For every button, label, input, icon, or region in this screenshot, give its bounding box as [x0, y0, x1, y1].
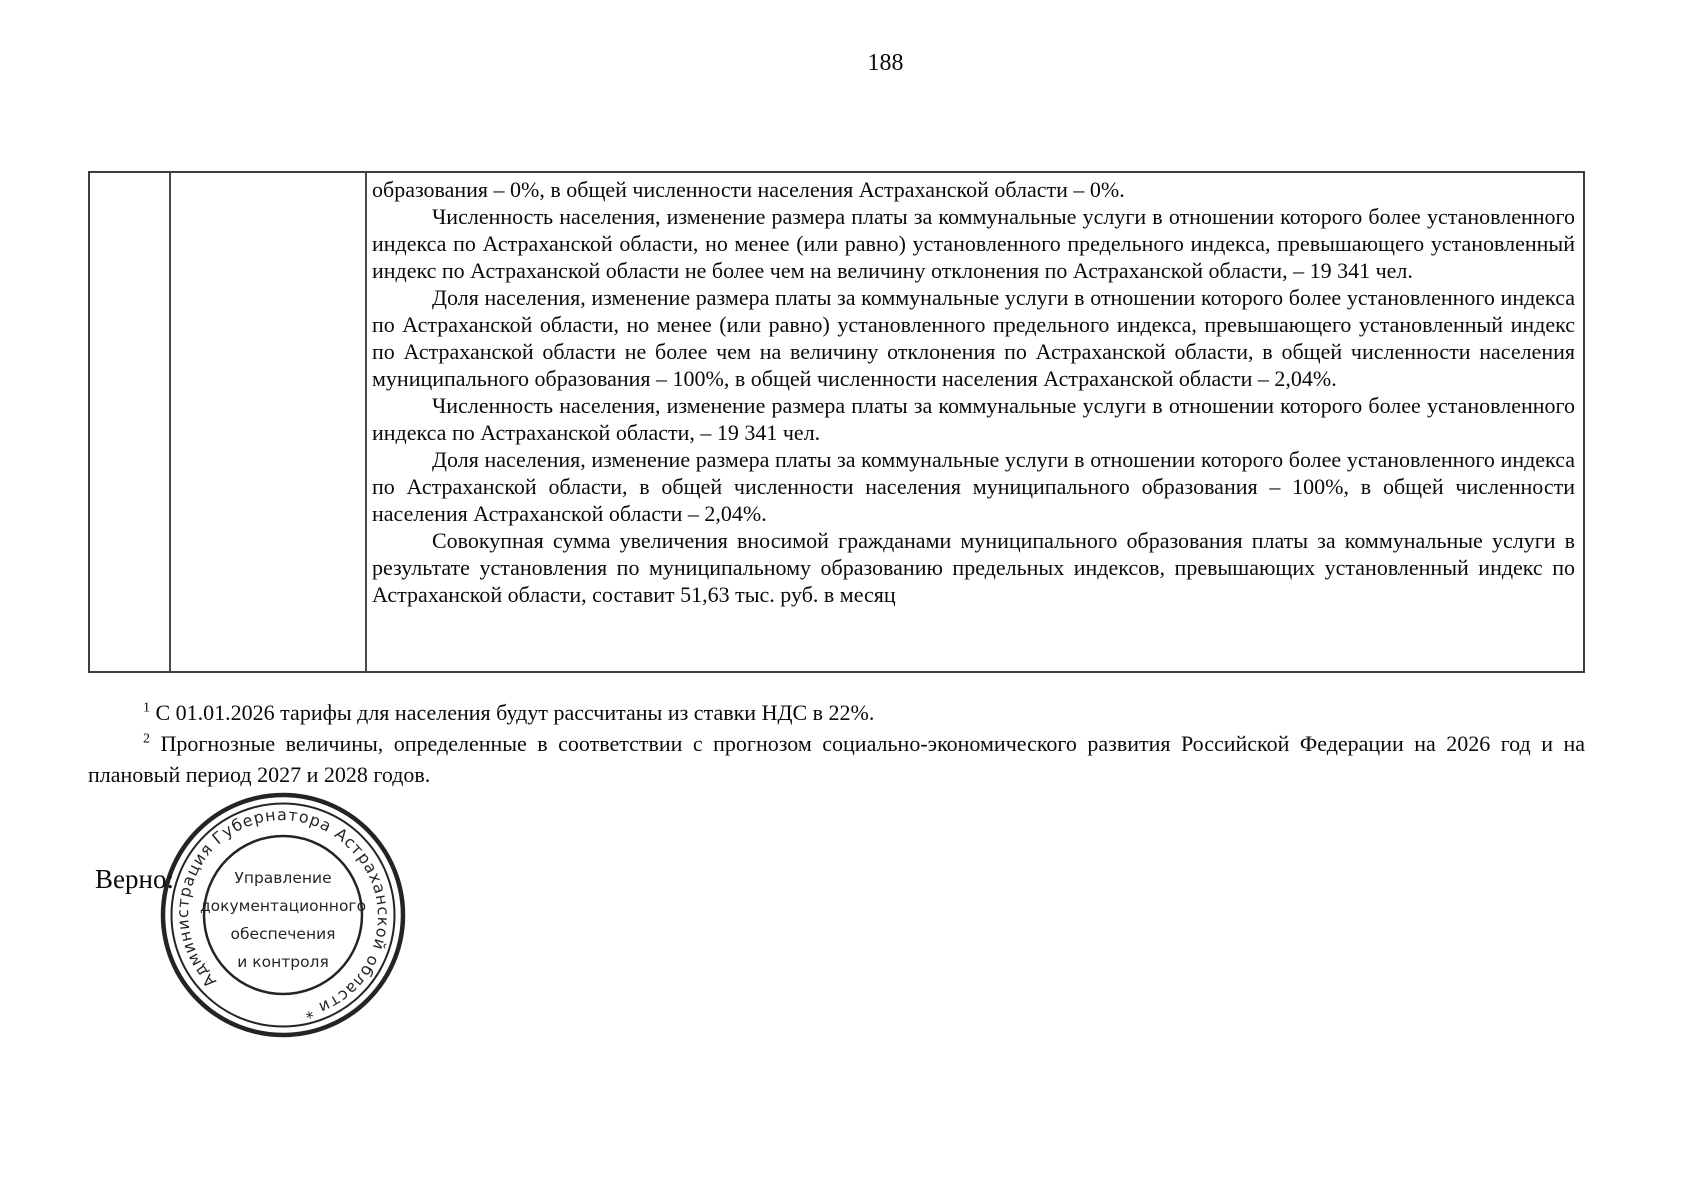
footnote-2	[88, 728, 1585, 790]
stamp-center-line-2: документационного	[199, 897, 367, 915]
footnote-1-text: С 01.01.2026 тарифы для населения будут рассчитаны из ставки НДС в 22%.	[150, 700, 875, 725]
stamp-center-line-4: и контроля	[237, 953, 329, 971]
footnote-1-marker: 1	[143, 700, 150, 716]
footnote-1	[88, 697, 1585, 728]
table-cell-empty-2	[171, 173, 367, 671]
table-cell-text	[367, 173, 1583, 671]
certified-true-label: Верно:	[95, 864, 174, 894]
stamp-second-ring	[172, 804, 395, 1027]
page-number: 188	[867, 50, 904, 76]
indices-table	[88, 171, 1585, 673]
stamp-center-line-3: обеспечения	[230, 925, 336, 943]
table-cell-empty-1	[90, 173, 171, 671]
table-paragraph: Численность населения, изменение размера платы за коммунальные услуги в отношении которого более установленного индекса по Астраханской области, – 19 341 чел.	[372, 393, 1575, 445]
stamp-outer-ring	[163, 795, 403, 1035]
table-paragraph: Доля населения, изменение размера платы за коммунальные услуги в отношении которого более установленного индекса по Астраханской области, в общей численности населения муниципального образования – 100%, в общей численности населения Астраханской области – 2,04%.	[372, 447, 1575, 526]
table-paragraph: Доля населения, изменение размера платы за коммунальные услуги в отношении которого более установленного индекса по Астраханской области, но менее (или равно) установленного предельного индекса, превышающего установленный индекс по Астраханской области не более чем на величину отклонения по Астраханской области, в общей численности населения муниципального образования – 100%, в общей численности населения Астраханской области – 2,04%.	[372, 285, 1575, 391]
stamp-graphic	[158, 790, 408, 1040]
footnotes-block	[88, 697, 1585, 790]
table-paragraph: образования – 0%, в общей численности населения Астраханской области – 0%.	[372, 177, 1125, 202]
stamp-inner-ring	[204, 836, 362, 994]
table-paragraph: Совокупная сумма увеличения вносимой гражданами муниципального образования платы за коммунальные услуги в результате установления по муниципальному образованию предельных индексов, превышающих установленный индекс по Астраханской области, составит 51,63 тыс. руб. в месяц	[372, 528, 1575, 607]
footnote-2-marker: 2	[143, 731, 150, 747]
table-paragraph: Численность населения, изменение размера платы за коммунальные услуги в отношении которого более установленного индекса по Астраханской области, но менее (или равно) установленного предельного индекса, превышающего установленный индекс по Астраханской области не более чем на величину отклонения по Астраханской области, – 19 341 чел.	[372, 204, 1575, 283]
footnote-2-text: Прогнозные величины, определенные в соответствии с прогнозом социально-экономического развития Российской Федерации на 2026 год и на плановый период 2027 и 2028 годов.	[88, 731, 1585, 787]
stamp-rim-text: Администрация Губернатора Астраханской области *	[173, 805, 393, 1023]
stamp-center-line-1: Управление	[234, 869, 332, 887]
official-round-stamp	[158, 790, 408, 1040]
